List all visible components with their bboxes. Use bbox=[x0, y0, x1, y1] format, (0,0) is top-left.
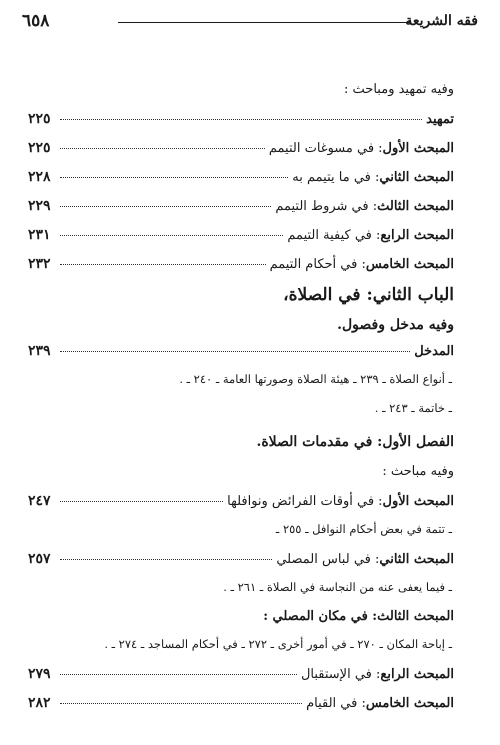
sub-topics-note: ـ إباحة المكان ـ ٢٧٠ ـ في أمور أخرى ـ ٢٧٢ ـ في أحكام المساجد ـ ٢٧٤ ـ . bbox=[104, 637, 452, 651]
toc-entry bbox=[28, 111, 454, 140]
entry-page-number: ٢٢٥ bbox=[28, 111, 51, 127]
book-title: فقه الشريعة bbox=[405, 13, 478, 29]
entry-label: المدخل bbox=[414, 344, 454, 359]
entry-label: المبحث الثاني bbox=[379, 170, 454, 185]
dot-leader bbox=[60, 235, 283, 236]
entry-title: : في القيام bbox=[306, 696, 366, 711]
sub-topics-note: ـ فيما يعفى عنه من النجاسة في الصلاة ـ ٢٦١ ـ . bbox=[223, 580, 452, 594]
toc-entry bbox=[28, 169, 454, 198]
entry-title: : في أوقات الفرائض ونوافلها bbox=[227, 494, 383, 509]
entry-page-number: ٢٣٩ bbox=[28, 343, 51, 359]
toc-entry bbox=[28, 609, 454, 637]
dot-leader bbox=[60, 559, 272, 560]
chapter-heading: الباب الثاني: في الصلاة، bbox=[283, 285, 454, 305]
entry-label: المبحث الأول bbox=[382, 494, 454, 509]
entry-title: : في ما يتيمم به bbox=[292, 170, 380, 185]
dot-leader bbox=[60, 177, 288, 178]
entry-page-number: ٢٥٧ bbox=[28, 551, 51, 567]
page-number: ٦٥٨ bbox=[22, 11, 50, 31]
dot-leader bbox=[60, 206, 271, 207]
entry-label: المبحث الرابع bbox=[380, 667, 454, 682]
entry-page-number: ٢٢٩ bbox=[28, 198, 51, 214]
entry-title: : في الإستقبال bbox=[300, 667, 381, 682]
intro-text: وفيه مباحث : bbox=[382, 464, 454, 479]
dot-leader bbox=[60, 674, 297, 675]
intro-text: وفيه تمهيد ومباحث : bbox=[344, 82, 454, 97]
dot-leader bbox=[60, 264, 266, 265]
entry-title: : في شروط التيمم bbox=[275, 199, 378, 214]
dot-leader bbox=[60, 501, 223, 502]
entry-label: المبحث الثالث bbox=[377, 609, 454, 624]
entry-label: المبحث الرابع bbox=[380, 228, 454, 243]
entry-label: المبحث الثاني bbox=[379, 552, 454, 567]
toc-entry bbox=[28, 343, 454, 372]
toc-entry bbox=[28, 140, 454, 169]
toc-entry bbox=[28, 227, 454, 256]
entry-page-number: ٢٢٥ bbox=[28, 140, 51, 156]
sub-topics-note: ـ تتمة في بعض أحكام النوافل ـ ٢٥٥ ـ bbox=[275, 522, 452, 536]
entry-label: المبحث الخامس bbox=[365, 696, 454, 711]
entry-page-number: ٢٣١ bbox=[28, 227, 51, 243]
entry-title: : في كيفية التيمم bbox=[287, 228, 381, 243]
entry-label: المبحث الثالث bbox=[377, 199, 454, 214]
header-rule bbox=[118, 22, 410, 23]
entry-page-number: ٢٢٨ bbox=[28, 169, 51, 185]
toc-entry bbox=[28, 551, 454, 580]
table-of-contents bbox=[28, 82, 454, 724]
entry-label: تمهيد bbox=[426, 112, 454, 127]
entry-title: : في أحكام التيمم bbox=[269, 257, 366, 272]
entry-title: : في لباس المصلي bbox=[276, 552, 380, 567]
sub-topics-note: ـ أنواع الصلاة ـ ٢٣٩ ـ هيئة الصلاة وصورتها العامة ـ ٢٤٠ ـ . bbox=[179, 372, 452, 386]
entry-page-number: ٢٤٧ bbox=[28, 493, 51, 509]
toc-entry bbox=[28, 666, 454, 695]
entry-title: : في مكان المصلي : bbox=[263, 609, 378, 624]
dot-leader bbox=[60, 148, 265, 149]
toc-entry bbox=[28, 493, 454, 522]
toc-entry bbox=[28, 256, 454, 285]
entry-title: : في مسوغات التيمم bbox=[268, 141, 383, 156]
dot-leader bbox=[60, 119, 422, 120]
entry-page-number: ٢٧٩ bbox=[28, 666, 51, 682]
section-heading: الفصل الأول: في مقدمات الصلاة. bbox=[256, 434, 454, 450]
toc-entry bbox=[28, 198, 454, 227]
toc-entry bbox=[28, 695, 454, 724]
sub-topics-note: ـ خاتمة ـ ٢٤٣ ـ . bbox=[374, 401, 452, 415]
entry-page-number: ٢٨٢ bbox=[28, 695, 51, 711]
entry-label: المبحث الأول bbox=[382, 141, 454, 156]
entry-label: المبحث الخامس bbox=[365, 257, 454, 272]
dot-leader bbox=[60, 703, 302, 704]
entry-page-number: ٢٣٢ bbox=[28, 256, 51, 272]
dot-leader bbox=[60, 351, 410, 352]
chapter-intro: وفيه مدخل وفصول. bbox=[337, 317, 454, 333]
running-header bbox=[22, 8, 478, 34]
